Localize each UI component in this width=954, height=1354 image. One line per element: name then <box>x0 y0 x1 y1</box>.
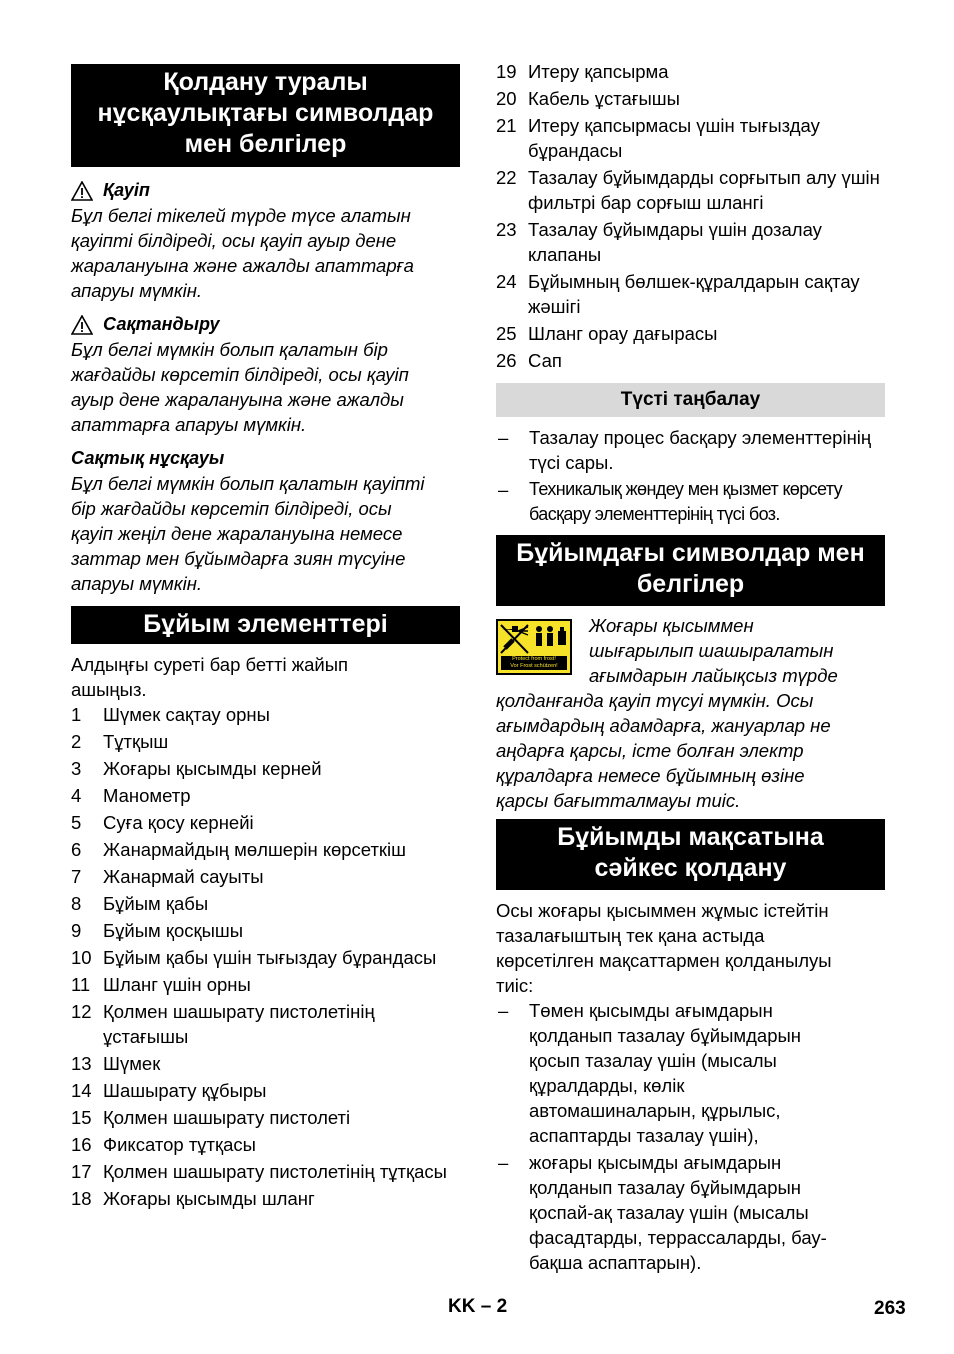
item-number: 11 <box>71 974 91 995</box>
danger-text: Бұл белгі тікелей түрде түсе алатын қауіпті білдіреді, осы қауіп ауыр дене жаралануына және ажалды апаттарға апаруы мүмкін. <box>71 205 414 301</box>
list-item <box>71 1159 460 1184</box>
item-text: Жоғары қысымды шланг <box>103 1188 315 1209</box>
item-text: Манометр <box>103 785 191 806</box>
section-title-device-symbols: Бұйымдағы символдар мен белгілер <box>496 535 885 606</box>
item-text: Бұйымның бөлшек-құралдарын сақтау жәшігі <box>528 271 860 317</box>
notice-heading: Сақтық нұсқауы <box>71 448 225 468</box>
list-item <box>71 999 460 1049</box>
danger-block <box>71 178 460 303</box>
item-text: Кабель ұстағышы <box>528 88 680 109</box>
section-title-intended-use: Бұйымды мақсатына сәйкес қолдану <box>496 819 885 890</box>
item-text: Бұйым қосқышы <box>103 920 244 941</box>
list-item: – Техникалық жөндеу мен қызмет көрсету басқару элементтерінің түсі боз. <box>498 479 843 524</box>
caution-heading: Сақтандыру <box>103 314 220 334</box>
high-pressure-symbol-block <box>496 613 885 813</box>
list-item <box>71 1051 460 1076</box>
list-item <box>71 1078 460 1103</box>
list-item: – жоғары қысымды ағымдарын қолданып тазалау бұйымдарын қоспай-ақ тазалау үшін (мысалы фасадтарды, террассаларды, бау-бақша аспаптарын). <box>498 1152 827 1273</box>
item-text: Фиксатор тұтқасы <box>103 1134 256 1155</box>
item-text: Шланг орау дағырасы <box>528 323 718 344</box>
section-title-elements: Бұйым элементтері <box>71 606 460 644</box>
item-text: Жоғары қысымды керней <box>103 758 322 779</box>
item-number: 12 <box>71 1001 92 1022</box>
item-number: 25 <box>496 323 517 344</box>
list-item <box>71 1186 460 1211</box>
warning-triangle-icon <box>71 315 93 335</box>
page-number: 263 <box>874 1298 906 1319</box>
item-text: Шланг үшін орны <box>103 974 251 995</box>
item-number: 15 <box>71 1107 92 1128</box>
item-number: 20 <box>496 88 517 109</box>
list-item <box>496 113 885 163</box>
item-number: 1 <box>71 704 82 725</box>
item-text: Итеру қапсырма <box>528 61 669 82</box>
color-coding-list <box>496 425 885 529</box>
spray-hazard-icon <box>498 623 570 657</box>
item-text: Қолмен шашырату пистолетінің тұтқасы <box>103 1161 447 1182</box>
list-item <box>496 59 885 84</box>
usage-list <box>496 998 856 1277</box>
list-item <box>71 729 460 754</box>
list-item <box>496 321 885 346</box>
elements-intro: Алдыңғы суреті бар бетті жайып ашыңыз. <box>71 654 349 700</box>
list-item <box>71 702 460 727</box>
item-number: 9 <box>71 920 82 941</box>
item-number: 18 <box>71 1188 92 1209</box>
item-number: 17 <box>71 1161 92 1182</box>
item-text: Суға қосу кернейі <box>103 812 254 833</box>
item-number: 23 <box>496 219 517 240</box>
item-number: 4 <box>71 785 82 806</box>
item-text: Қолмен шашырату пистолеті <box>103 1107 351 1128</box>
list-item <box>71 1105 460 1130</box>
item-text: Тазалау бұйымдары үшін дозалау клапаны <box>528 219 822 265</box>
item-text: Шүмек <box>103 1053 161 1074</box>
item-number: 24 <box>496 271 517 292</box>
elements-list-right <box>496 59 885 375</box>
item-text: Итеру қапсырмасы үшін тығыздау бұрандасы <box>528 115 820 161</box>
list-item <box>71 972 460 997</box>
item-text: Шүмек сақтау орны <box>103 704 270 725</box>
notice-text: Бұл белгі мүмкін болып қалатын қауіпті бір жағдайды көрсетіп білдіреді, осы қауіп жеңіл дене жаралануына немесе заттар мен бұйымдарға зиян түсуіне апаруы мүмкін. <box>71 473 425 594</box>
list-item <box>496 217 885 267</box>
notice-block <box>71 446 460 596</box>
item-number: 14 <box>71 1080 92 1101</box>
caution-block <box>71 312 460 437</box>
item-text: Тұтқыш <box>103 731 169 752</box>
list-item <box>71 1132 460 1157</box>
list-item <box>71 891 460 916</box>
item-number: 19 <box>496 61 517 82</box>
high-pressure-warning-label-icon: Protect from frost! Vor Frost schützen! <box>496 619 572 675</box>
list-item <box>71 837 460 862</box>
danger-heading: Қауіп <box>103 180 150 200</box>
list-item: – Төмен қысымды ағымдарын қолданып тазалау бұйымдарын қосып тазалау үшін (мысалы құралдарды, көлік автомашиналарын, құрылыс, аспаптарды тазалау үшін), <box>498 1000 801 1146</box>
section-title-color-coding: Түсті таңбалау <box>496 383 885 417</box>
item-number: 10 <box>71 947 92 968</box>
item-text: Шашырату құбыры <box>103 1080 267 1101</box>
warning-triangle-icon <box>71 181 93 201</box>
item-number: 13 <box>71 1053 92 1074</box>
list-item <box>496 86 885 111</box>
item-text: Бұйым қабы үшін тығыздау бұрандасы <box>103 947 437 968</box>
item-number: 21 <box>496 115 517 136</box>
item-number: 5 <box>71 812 82 833</box>
list-item <box>71 945 460 970</box>
item-text: Сап <box>528 350 562 371</box>
item-text: Тазалау бұйымдарды сорғытып алу үшін фильтрі бар сорғыш шлангі <box>528 167 880 213</box>
usage-intro: Осы жоғары қысыммен жұмыс істейтін тазалағыштың тек қана астыда көрсетілген мақсаттармен қолданылуы тиіс: <box>496 900 832 996</box>
list-item <box>71 756 460 781</box>
item-number: 8 <box>71 893 82 914</box>
list-item <box>71 783 460 808</box>
list-item <box>496 165 885 215</box>
list-item <box>496 269 885 319</box>
item-text: Жанармай сауыты <box>103 866 264 887</box>
caution-text: Бұл белгі мүмкін болып қалатын бір жағдайды көрсетіп білдіреді, осы қауіп ауыр дене жаралануына және ажалды апаттарға апаруы мүмкін. <box>71 339 409 435</box>
elements-list-left <box>71 702 460 1213</box>
item-text: Қолмен шашырату пистолетінің ұстағышы <box>103 1001 375 1047</box>
item-number: 22 <box>496 167 517 188</box>
item-number: 3 <box>71 758 82 779</box>
item-number: 16 <box>71 1134 92 1155</box>
list-item: – Тазалау процес басқару элементтерінің түсі сары. <box>498 427 872 473</box>
item-text: Жанармайдың мөлшерін көрсеткіш <box>103 839 406 860</box>
footer-language-page: KK – 2 <box>448 1296 508 1317</box>
item-number: 6 <box>71 839 82 860</box>
section-title-symbols: Қолдану туралы нұсқаулықтағы символдар мен белгілер <box>71 64 460 167</box>
item-number: 26 <box>496 350 517 371</box>
list-item <box>71 864 460 889</box>
item-text: Бұйым қабы <box>103 893 209 914</box>
list-item <box>71 810 460 835</box>
item-number: 2 <box>71 731 82 752</box>
list-item <box>496 348 885 373</box>
item-number: 7 <box>71 866 82 887</box>
list-item <box>71 918 460 943</box>
symbol-text: Жоғары қысыммен шығарылып шашыралатын ағымдарын лайықсыз түрде қолданғанда қауіп түсуі мүмкін. Осы ағымдардың адамдарға, жануарлар не аңдарға қарсы, істе болған электр құралдарға немесе бұйымның өзіне қарсы бағытталмауы тиіс. <box>496 615 838 811</box>
